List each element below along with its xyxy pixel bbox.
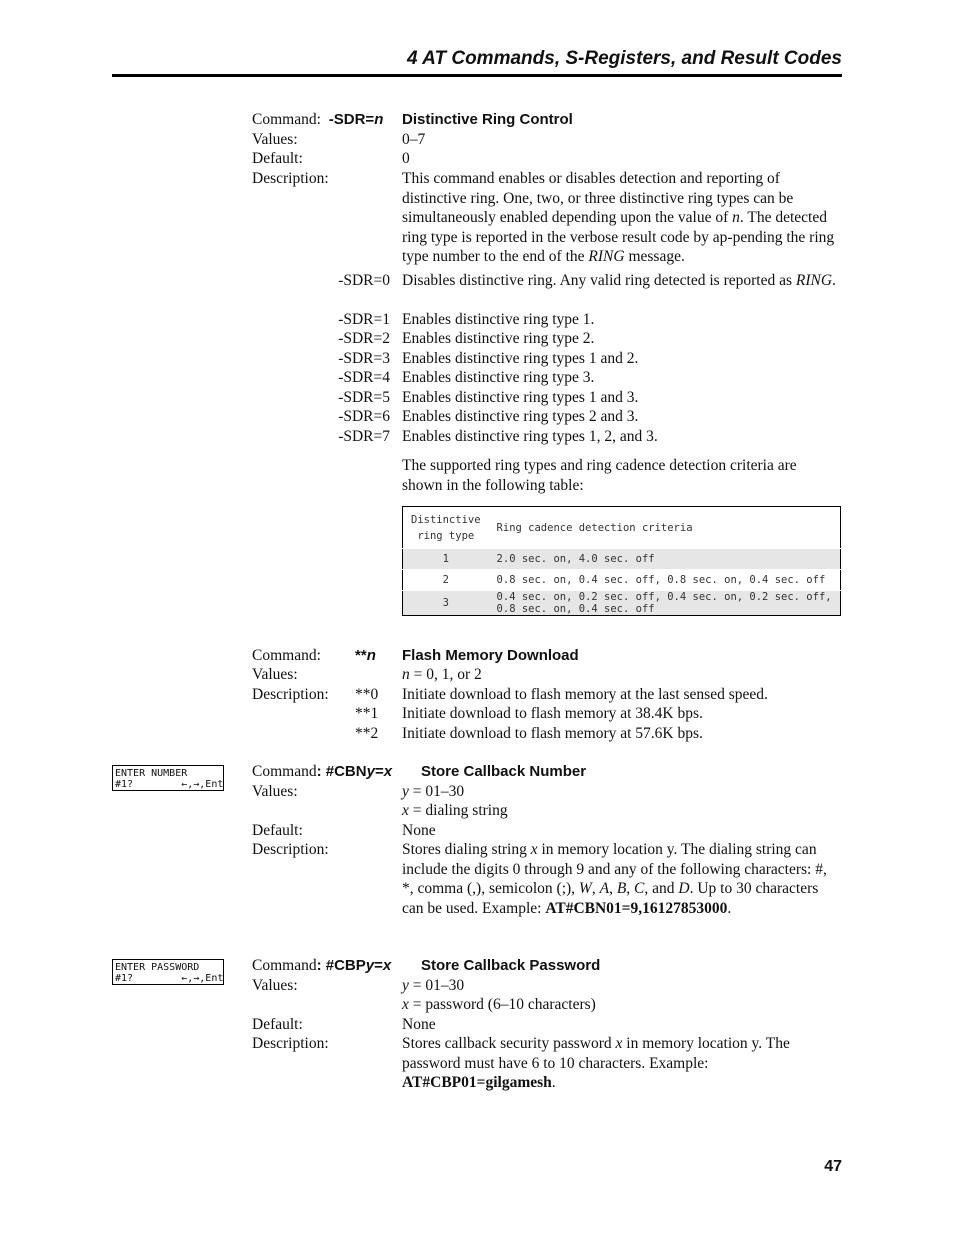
- table-cell-criteria: 0.8 sec. on, 0.4 sec. off, 0.8 sec. on, 0.4 sec. off: [489, 570, 841, 591]
- ring-cadence-table: [402, 506, 841, 616]
- command-code: **n: [355, 647, 376, 664]
- default-label: Default:: [252, 1016, 303, 1033]
- values-text: y = 01–30: [402, 977, 465, 994]
- default-text: None: [402, 1016, 436, 1033]
- option-code: **0: [355, 686, 379, 703]
- default-label: Default:: [252, 150, 303, 167]
- option-text: Enables distinctive ring type 3.: [402, 369, 595, 386]
- table-cell-criteria: 0.4 sec. on, 0.2 sec. off, 0.4 sec. on, 0.2 sec. off, 0.8 sec. on, 0.4 sec. off: [489, 591, 841, 616]
- lcd-display-enter-password: ENTER PASSWORD #1? ←,→,Ent: [112, 959, 224, 985]
- values-label: Values:: [252, 131, 298, 148]
- table-header-row: [403, 507, 841, 549]
- option-text: Initiate download to flash memory at the last sensed speed.: [402, 686, 768, 703]
- description-label: Description:: [252, 841, 329, 858]
- option-text: Initiate download to flash memory at 57.6K bps.: [402, 725, 703, 742]
- table-row: [403, 591, 841, 616]
- option-text: Initiate download to flash memory at 38.4K bps.: [402, 705, 703, 722]
- command-line: Command: #CBPy=x: [252, 957, 392, 974]
- option-code: -SDR=5: [338, 389, 390, 406]
- option-code: **2: [355, 725, 379, 742]
- option-code: -SDR=6: [338, 408, 390, 425]
- option-text: Disables distinctive ring. Any valid ring detected is reported as RING.: [402, 272, 836, 289]
- command-code: -SDR=n: [328, 111, 384, 128]
- command-label: Command:: [252, 647, 321, 664]
- values-text: x = password (6–10 characters): [402, 996, 596, 1013]
- description-label: Description:: [252, 686, 329, 703]
- values-label: Values:: [252, 977, 298, 994]
- command-line: Command: #CBNy=x: [252, 763, 393, 780]
- lcd-display-enter-number: ENTER NUMBER #1? ←,→,Ent: [112, 765, 224, 791]
- option-code: -SDR=4: [338, 369, 390, 386]
- description-text: Stores callback security password x in memory location y. The password must have 6 to 10 characters. Example: AT#CBP01=gilgamesh.: [402, 1035, 790, 1091]
- values-text: y = 01–30: [402, 783, 465, 800]
- values-text: 0–7: [402, 131, 426, 148]
- table-cell-type: 1: [403, 549, 489, 570]
- option-text: Enables distinctive ring types 2 and 3.: [402, 408, 639, 425]
- option-code: -SDR=1: [338, 311, 390, 328]
- table-header-criteria: Ring cadence detection criteria: [496, 521, 693, 534]
- default-text: 0: [402, 150, 410, 167]
- command-line: [252, 110, 383, 130]
- table-row: [403, 549, 841, 570]
- page-number: 47: [824, 1158, 842, 1175]
- option-text: Enables distinctive ring type 1.: [402, 311, 595, 328]
- command-label: Command:: [252, 111, 321, 128]
- table-row: [403, 570, 841, 591]
- default-text: None: [402, 822, 436, 839]
- option-text: Enables distinctive ring type 2.: [402, 330, 595, 347]
- default-label: Default:: [252, 822, 303, 839]
- option-text: Enables distinctive ring types 1 and 2.: [402, 350, 639, 367]
- values-label: Values:: [252, 666, 298, 683]
- description-label: Description:: [252, 170, 329, 187]
- table-intro: The supported ring types and ring cadence detection criteria are shown in the following table:: [402, 457, 797, 494]
- table-header-ring-type: Distinctive ring type: [411, 513, 481, 542]
- values-label: Values:: [252, 783, 298, 800]
- values-text: x = dialing string: [402, 802, 508, 819]
- table-cell-criteria: 2.0 sec. on, 4.0 sec. off: [489, 549, 841, 570]
- command-title: Flash Memory Download: [402, 647, 579, 664]
- table-cell-type: 3: [403, 591, 489, 616]
- values-text: n = 0, 1, or 2: [402, 666, 482, 683]
- command-title: Store Callback Number: [421, 763, 587, 780]
- running-header: 4 AT Commands, S-Registers, and Result Codes: [407, 48, 842, 69]
- command-title: Store Callback Password: [421, 957, 601, 974]
- description-text: This command enables or disables detection and reporting of distinctive ring. One, two, or three distinctive ring types can be simultaneously enabled depending upon the value of n. The detected ring type is reported in the verbose result code by ap-pending the ring type number to the end of the RING message.: [402, 170, 835, 265]
- description-label: Description:: [252, 1035, 329, 1052]
- command-title: Distinctive Ring Control: [402, 111, 573, 128]
- table-cell-type: 2: [403, 570, 489, 591]
- header-rule: [112, 74, 842, 77]
- option-text: Enables distinctive ring types 1, 2, and 3.: [402, 428, 658, 445]
- description-text: Stores dialing string x in memory location y. The dialing string can include the digits 0 through 9 and any of the following characters: #, *, comma (,), semicolon (;), W, A, B, C, and D. Up to 30 characters can be used. Example: AT#CBN01=9,16127853000.: [402, 841, 827, 917]
- option-text: Enables distinctive ring types 1 and 3.: [402, 389, 639, 406]
- option-code: **1: [355, 705, 379, 722]
- option-code: -SDR=3: [338, 350, 390, 367]
- option-code: -SDR=2: [338, 330, 390, 347]
- option-code: -SDR=7: [338, 428, 390, 445]
- option-code: -SDR=0: [338, 272, 390, 289]
